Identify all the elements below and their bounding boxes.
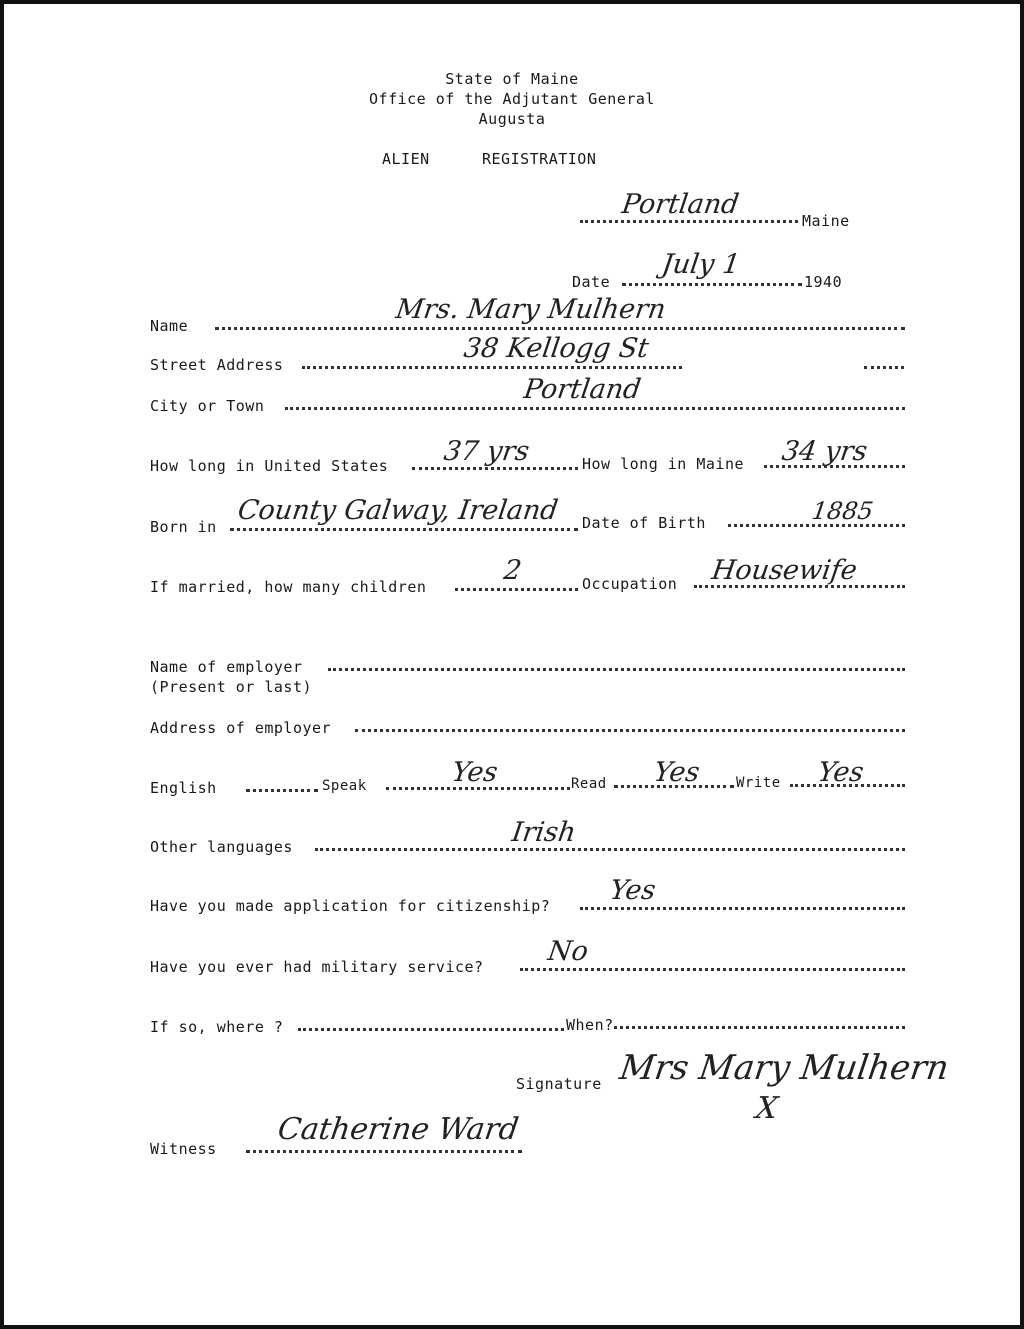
other-languages-label: Other languages [150, 838, 293, 856]
english-dots [246, 789, 318, 792]
maine-years-value: 34 yrs [779, 436, 870, 467]
born-in-dots [230, 528, 578, 531]
born-in-label: Born in [150, 518, 217, 536]
military-dots [520, 968, 905, 971]
employer-dots [328, 668, 905, 671]
when-label: When? [566, 1016, 614, 1034]
date-value: July 1 [659, 249, 743, 280]
witness-dots [246, 1150, 522, 1153]
city-dots [285, 407, 905, 410]
military-value: No [545, 936, 591, 967]
write-label: Write [736, 775, 781, 791]
employer-label: Name of employer [150, 658, 303, 676]
occupation-value: Housewife [709, 555, 859, 586]
street-dots [302, 366, 682, 369]
witness-value: Catherine Ward [275, 1112, 521, 1147]
dob-label: Date of Birth [582, 514, 706, 532]
street-dots-end [864, 366, 904, 369]
header-state: State of Maine [445, 70, 579, 88]
where-dots [298, 1028, 564, 1031]
employer-address-dots [355, 729, 905, 732]
signature-label: Signature [516, 1075, 602, 1093]
speak-value: Yes [449, 757, 500, 788]
name-value: Mrs. Mary Mulhern [393, 294, 668, 325]
when-dots [614, 1026, 905, 1029]
employer-address-label: Address of employer [150, 719, 332, 737]
name-dots [215, 327, 905, 330]
name-label: Name [150, 317, 189, 335]
maine-years-label: How long in Maine [582, 455, 745, 473]
us-years-label: How long in United States [150, 457, 389, 475]
header-city: Augusta [478, 110, 546, 128]
write-value: Yes [815, 757, 866, 788]
other-languages-value: Irish [509, 817, 578, 848]
form-title-alien: ALIEN [382, 150, 430, 168]
children-value: 2 [501, 555, 524, 586]
street-label: Street Address [150, 356, 284, 374]
us-years-dots [412, 467, 578, 470]
signature-mark: X [753, 1091, 780, 1126]
street-value: 38 Kellogg St [461, 333, 651, 364]
born-in-value: County Galway, Ireland [235, 495, 560, 526]
date-dots [622, 283, 802, 286]
children-dots [455, 588, 578, 591]
children-label: If married, how many children [150, 578, 427, 596]
city-label: City or Town [150, 397, 265, 415]
citizenship-value: Yes [607, 875, 658, 906]
military-label: Have you ever had military service? [150, 958, 484, 976]
signature-value: Mrs Mary Mulhern [617, 1048, 952, 1088]
place-suffix: Maine [802, 212, 850, 230]
read-label: Read [571, 776, 607, 792]
date-label: Date [572, 273, 611, 291]
read-value: Yes [651, 757, 702, 788]
city-value: Portland [521, 374, 643, 405]
employer-sublabel: (Present or last) [150, 678, 313, 696]
us-years-value: 37 yrs [441, 436, 532, 467]
place-value: Portland [619, 189, 741, 220]
citizenship-label: Have you made application for citizenship? [150, 897, 551, 915]
form-title-registration: REGISTRATION [482, 150, 597, 168]
dob-value: 1885 [810, 497, 876, 525]
place-dots [580, 220, 798, 223]
speak-label: Speak [322, 778, 367, 794]
header-office: Office of the Adjutant General [369, 90, 655, 108]
citizenship-dots [580, 907, 905, 910]
witness-label: Witness [150, 1140, 217, 1158]
other-languages-dots [315, 848, 905, 851]
date-year: 1940 [804, 273, 843, 291]
where-label: If so, where ? [150, 1018, 284, 1036]
occupation-label: Occupation [582, 575, 678, 593]
english-label: English [150, 779, 217, 797]
